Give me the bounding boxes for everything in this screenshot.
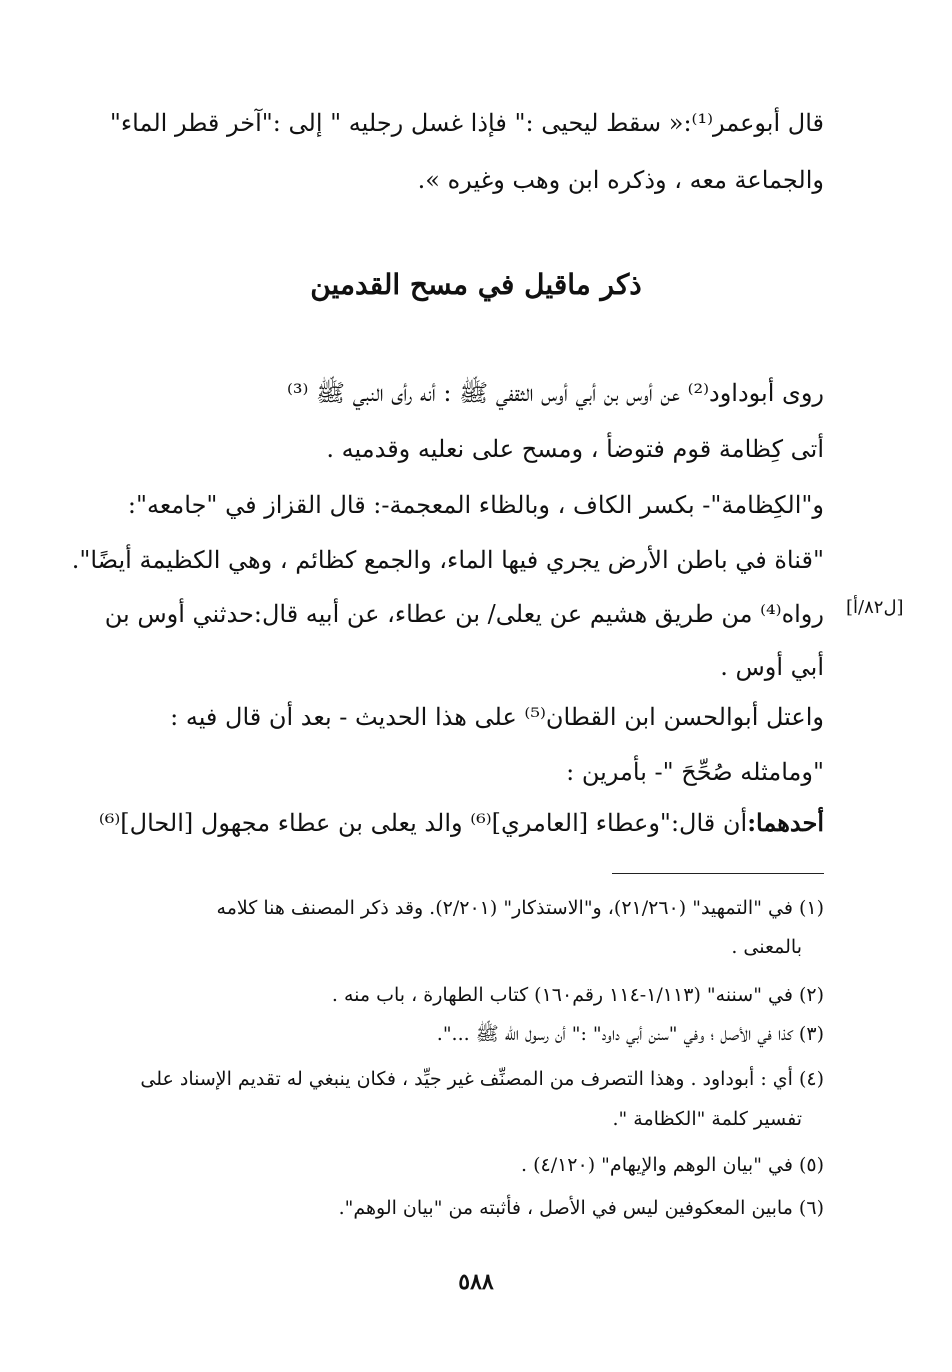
footnote-1-line-2: بالمعنى .	[731, 936, 802, 958]
paragraph-1-line-2: أتى كِظامة قوم فتوضأ ، ومسح على نعليه وقدميه .	[326, 435, 824, 463]
footnote-6: (٦) مابين المعكوفين ليس في الأصل ، فأثبته من "بيان الوهم".	[338, 1197, 824, 1219]
paragraph-3-line-1: رواه⁽⁴⁾ من طريق هشيم عن يعلى/ بن عطاء، عن أبيه قال:حدثني أوس بن	[104, 600, 824, 628]
footnote-1-line-1: (١) في "التمهيد" (٢١/٢٦٠)، و"الاستذكار" (٢/٢٠١). وقد ذكر المصنف هنا كلامه	[216, 897, 824, 919]
paragraph-2-line-2: "قناة في باطن الأرض يجري فيها الماء، والجمع كظائم ، وهي الكظيمة أيضًا".	[71, 546, 824, 574]
paragraph-5-text: أن قال:"وعطاء [العامري]⁽⁶⁾ والد يعلى بن عطاء مجهول [الحال]⁽⁶⁾	[98, 809, 748, 837]
page-number: ٥٨٨	[458, 1269, 494, 1295]
footnote-5: (٥) في "بيان الوهم والإيهام" (٤/١٢٠) .	[521, 1154, 824, 1176]
paragraph-1-line-1: روى أبوداود⁽²⁾ عن أوس بن أبي أوس الثقفي ﷺ : أنه رأى النبي ﷺ ⁽³⁾	[286, 379, 824, 407]
manuscript-folio-marker: [ل٨٢/أ]	[846, 597, 904, 618]
intro-line-1: قال أبوعمر⁽¹⁾:« سقط ليحيى :" فإذا غسل رجليه " إلى :"آخر قطر الماء"	[109, 109, 824, 137]
paragraph-5-line-1	[98, 806, 824, 840]
paragraph-2-line-1: و"الكِظامة"- بكسر الكاف ، وبالظاء المعجمة-: قال القزاز في "جامعه":	[127, 491, 824, 519]
section-heading: ذكر ماقيل في مسح القدمين	[310, 268, 642, 301]
footnote-separator	[612, 873, 824, 874]
footnote-4-line-2: تفسير كلمة "الكظامة ".	[612, 1108, 802, 1130]
paragraph-4-line-1: واعتل أبوالحسن ابن القطان⁽⁵⁾ على هذا الحديث - بعد أن قال فيه :	[170, 703, 824, 731]
footnote-4-line-1: (٤) أي : أبوداود . وهذا التصرف من المصنِّف غير جيِّد ، فكان ينبغي له تقديم الإسناد على	[140, 1068, 824, 1090]
paragraph-4-line-2: "ومامثله صُحِّحَ "- بأمرين :	[566, 758, 824, 786]
paragraph-3-line-2: أبي أوس .	[720, 653, 824, 681]
intro-line-2: والجماعة معه ، وذكره ابن وهب وغيره ».	[417, 166, 824, 194]
footnote-3: (٣) كذا في الأصل ؛ وفي "سنن أبي داود" :" أن رسول الله ﷺ ...".	[436, 1023, 824, 1045]
paragraph-5-lead: أحدهما:	[747, 808, 824, 837]
footnote-2: (٢) في "سننه" (١/١١٣-١١٤ رقم١٦٠) كتاب الطهارة ، باب منه .	[331, 984, 824, 1006]
